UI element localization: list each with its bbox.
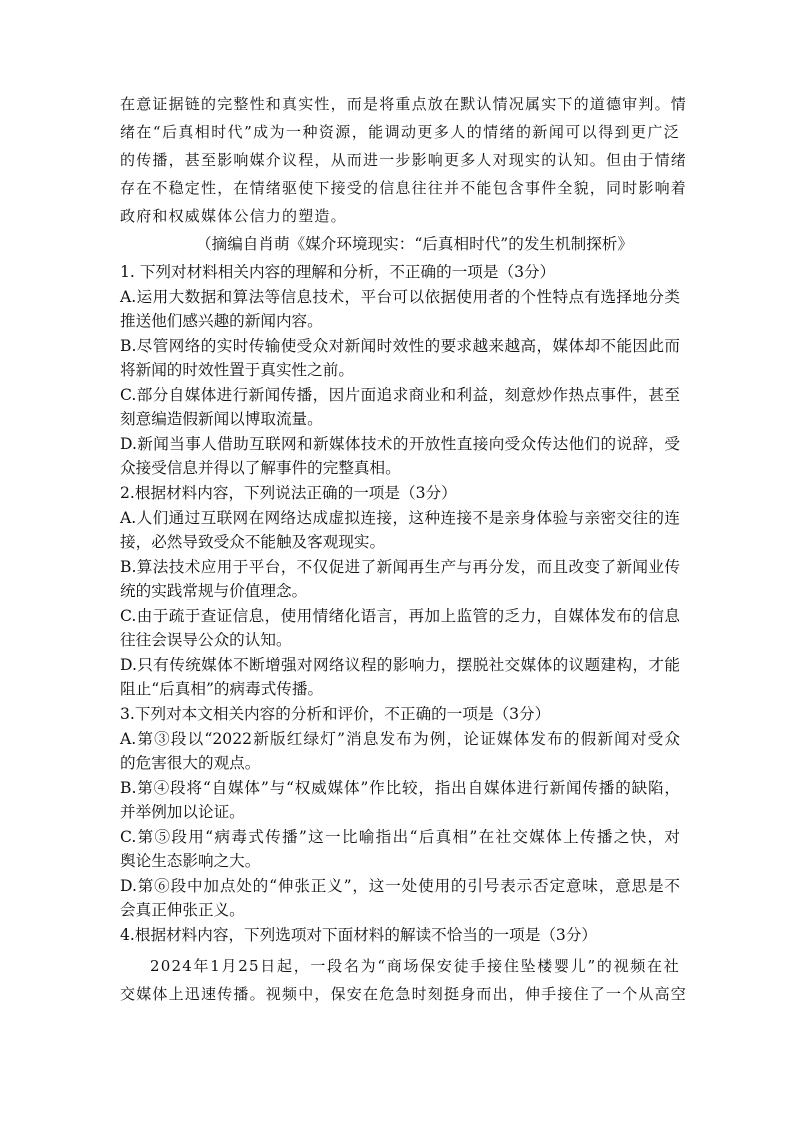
option-line: 阻止“后真相”的病毒式传播。	[120, 680, 324, 698]
passage-line: 存在不稳定性，在情绪驱使下接受的信息往往并不能包含事件全貌，同时影响着	[120, 179, 688, 197]
option-line: B.第④段将“自媒体”与“权威媒体”作比较，指出自媒体进行新闻传播的缺陷，	[120, 779, 680, 797]
option-line: 往往会误导公众的认知。	[120, 631, 292, 649]
material-line: 交媒体上迅速传播。视频中，保安在危急时刻挺身而出，伸手接住了一个从高空	[120, 985, 688, 1003]
question-stem: 3.下列对本文相关内容的分析和评价，不正确的一项是（3分）	[120, 705, 551, 723]
option-line: D.新闻当事人借助互联网和新媒体技术的开放性直接向受众传达他们的说辞，受	[120, 435, 680, 453]
option-line: C.由于疏于查证信息，使用情绪化语言，再加上监管的乏力，自媒体发布的信息	[120, 607, 680, 625]
option-line: 舆论生态影响之大。	[120, 852, 261, 870]
passage-line: 绪在“后真相时代”成为一种资源，能调动更多人的情绪的新闻可以得到更广泛	[120, 123, 680, 141]
question-stem: 2.根据材料内容，下列说法正确的一项是（3分）	[120, 484, 457, 502]
passage-line: 政府和权威媒体公信力的塑造。	[120, 207, 347, 225]
option-line: 刻意编造假新闻以博取流量。	[120, 410, 323, 428]
option-line: 统的实践常规与价值理念。	[120, 582, 308, 600]
option-line: 的危害很大的观点。	[120, 754, 261, 772]
option-line: C.部分自媒体进行新闻传播，因片面追求商业和利益，刻意炒作热点事件，甚至	[120, 386, 680, 404]
option-line: A.第③段以“2022新版红绿灯”消息发布为例，论证媒体发布的假新闻对受众	[120, 730, 680, 748]
option-line: 会真正伸张正义。	[120, 901, 245, 919]
option-line: C.第⑤段用“病毒式传播”这一比喻指出“后真相”在社交媒体上传播之快，对	[120, 828, 680, 846]
option-line: A.运用大数据和算法等信息技术，平台可以依据使用者的个性特点有选择地分类	[120, 288, 680, 306]
option-line: B.算法技术应用于平台，不仅促进了新闻再生产与再分发，而且改变了新闻业传	[120, 558, 680, 576]
question-stem: 1. 下列对材料相关内容的理解和分析，不正确的一项是（3分）	[120, 263, 556, 281]
option-line: 并举例加以论证。	[120, 803, 245, 821]
option-line: 众接受信息并得以了解事件的完整真相。	[120, 459, 401, 477]
option-line: 接，必然导致受众不能触及客观现实。	[120, 533, 386, 551]
source-attribution: （摘编自肖萌《媒介环境现实：“后真相时代”的发生机制探析》	[196, 235, 633, 253]
option-line: D.第⑥段中加点处的“伸张正义”，这一处使用的引号表示否定意味，意思是不	[120, 877, 680, 895]
option-line: B.尽管网络的实时传输使受众对新闻时效性的要求越来越高，媒体却不能因此而	[120, 337, 680, 355]
passage-line: 在意证据链的完整性和真实性，而是将重点放在默认情况属实下的道德审判。情	[120, 95, 688, 113]
option-line: D.只有传统媒体不断增强对网络议程的影响力，摆脱社交媒体的议题建构，才能	[120, 656, 680, 674]
option-line: 将新闻的时效性置于真实性之前。	[120, 361, 354, 379]
material-line: 2024年1月25日起，一段名为“商场保安徒手接住坠楼婴儿”的视频在社	[150, 957, 680, 975]
question-stem: 4.根据材料内容，下列选项对下面材料的解读不恰当的一项是（3分）	[120, 926, 598, 944]
option-line: 推送他们感兴趣的新闻内容。	[120, 312, 323, 330]
option-line: A.人们通过互联网在网络达成虚拟连接，这种连接不是亲身体验与亲密交往的连	[120, 509, 680, 527]
passage-line: 的传播，甚至影响媒介议程，从而进一步影响更多人对现实的认知。但由于情绪	[120, 151, 688, 169]
